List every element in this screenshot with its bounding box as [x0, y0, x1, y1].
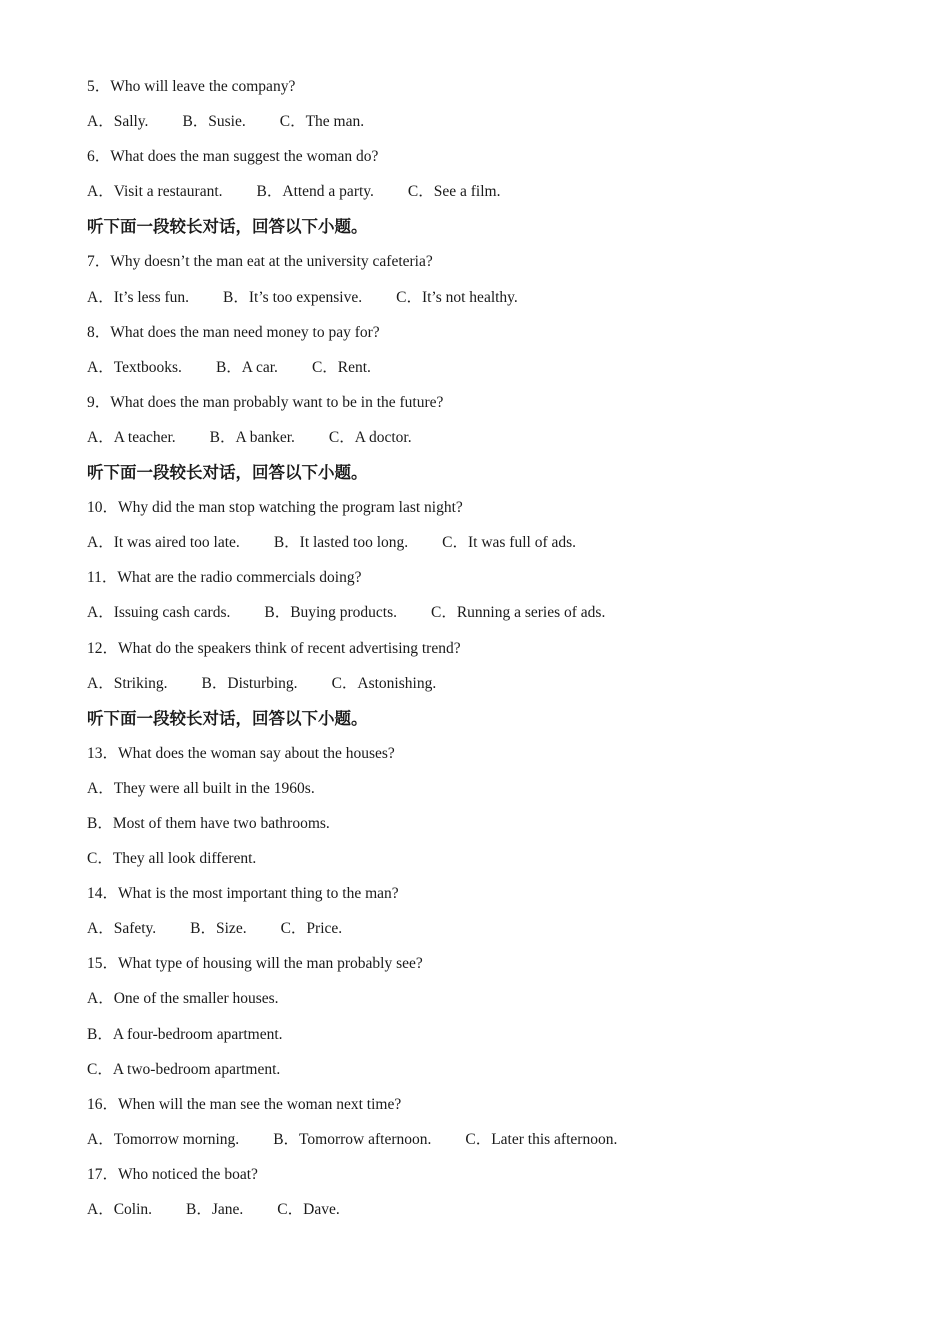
answer-options — [87, 530, 887, 565]
answer-option: C．Running a series of ads. — [430, 604, 606, 622]
answer-option: B．A car. — [215, 358, 278, 376]
answer-option: C．Dave. — [277, 1201, 340, 1218]
question-text: 10．Why did the man stop watching the program last night? — [87, 499, 463, 517]
question-text: 6．What does the man suggest the woman do? — [87, 148, 379, 166]
answer-options — [87, 986, 887, 1021]
question-text: 12．What do the speakers think of recent advertising trend? — [87, 639, 461, 657]
answer-option: B．It’s too expensive. — [223, 288, 363, 306]
answer-options — [87, 179, 887, 214]
answer-option: A．Sally. — [87, 113, 149, 131]
answer-option: A．They were all built in the 1960s. — [87, 779, 315, 797]
answer-option: C．A two-bedroom apartment. — [87, 1060, 281, 1078]
answer-option: B．Most of them have two bathrooms. — [87, 814, 330, 832]
answer-option: B．Disturbing. — [201, 674, 298, 692]
answer-option: B．It lasted too long. — [273, 534, 409, 552]
exam-page — [87, 74, 887, 1232]
answer-option: A．Striking. — [87, 674, 168, 692]
question-text: 11．What are the radio commercials doing? — [87, 569, 362, 587]
answer-option: B．Tomorrow afternoon. — [273, 1130, 432, 1148]
answer-option: B．Jane. — [186, 1201, 244, 1218]
answer-options — [87, 1022, 887, 1057]
answer-option: A．Safety. — [87, 920, 157, 938]
answer-option: C．It’s not healthy. — [396, 288, 518, 306]
answer-options — [87, 1197, 887, 1232]
section-instruction: 听下面一段较长对话，回答以下小题。 — [87, 463, 368, 483]
answer-option: C．See a film. — [407, 183, 501, 201]
answer-option: C．A doctor. — [328, 428, 412, 446]
question-text: 7．Why doesn’t the man eat at the university cafeteria? — [87, 253, 433, 271]
answer-options — [87, 109, 887, 144]
answer-option: B．A banker. — [209, 428, 295, 446]
question-text: 16．When will the man see the woman next time? — [87, 1095, 402, 1113]
answer-options — [87, 916, 887, 951]
question-text: 9．What does the man probably want to be in the future? — [87, 393, 444, 411]
question-text: 13．What does the woman say about the houses? — [87, 744, 395, 762]
answer-option: B．Susie. — [182, 113, 246, 131]
answer-options — [87, 1057, 887, 1092]
answer-options — [87, 1127, 887, 1162]
answer-option: B．Size. — [190, 920, 247, 938]
question-text: 17．Who noticed the boat? — [87, 1165, 258, 1183]
answer-option: A．Tomorrow morning. — [87, 1130, 240, 1148]
answer-options — [87, 285, 887, 320]
answer-option: C．Price. — [280, 920, 343, 938]
answer-option: C．The man. — [279, 113, 365, 131]
section-instruction: 听下面一段较长对话，回答以下小题。 — [87, 708, 368, 728]
question-text: 8．What does the man need money to pay for? — [87, 323, 380, 341]
answer-option: A．One of the smaller houses. — [87, 990, 279, 1008]
answer-options — [87, 671, 887, 706]
answer-option: C．Later this afternoon. — [465, 1130, 618, 1148]
answer-option: B．Attend a party. — [256, 183, 374, 201]
answer-option: A．Colin. — [87, 1201, 153, 1218]
question-text: 15．What type of housing will the man probably see? — [87, 955, 423, 973]
answer-options — [87, 355, 887, 390]
answer-option: C．Rent. — [311, 358, 371, 376]
answer-option: C．It was full of ads. — [442, 534, 577, 552]
answer-option: A．Issuing cash cards. — [87, 604, 231, 622]
question-text: 14．What is the most important thing to the man? — [87, 885, 399, 903]
answer-options — [87, 425, 887, 460]
question-text: 5．Who will leave the company? — [87, 78, 296, 95]
answer-option: A．It was aired too late. — [87, 534, 240, 552]
answer-options — [87, 811, 887, 846]
answer-option: A．Visit a restaurant. — [87, 183, 223, 201]
answer-option: A．It’s less fun. — [87, 288, 190, 306]
answer-option: C．Astonishing. — [331, 674, 437, 692]
answer-option: C．They all look different. — [87, 850, 257, 868]
answer-option: A．A teacher. — [87, 428, 176, 446]
section-instruction: 听下面一段较长对话，回答以下小题。 — [87, 217, 368, 237]
answer-options — [87, 776, 887, 811]
answer-option: B．A four-bedroom apartment. — [87, 1025, 283, 1043]
answer-option: B．Buying products. — [264, 604, 397, 622]
answer-option: A．Textbooks. — [87, 358, 182, 376]
answer-options — [87, 846, 887, 881]
answer-options — [87, 600, 887, 635]
